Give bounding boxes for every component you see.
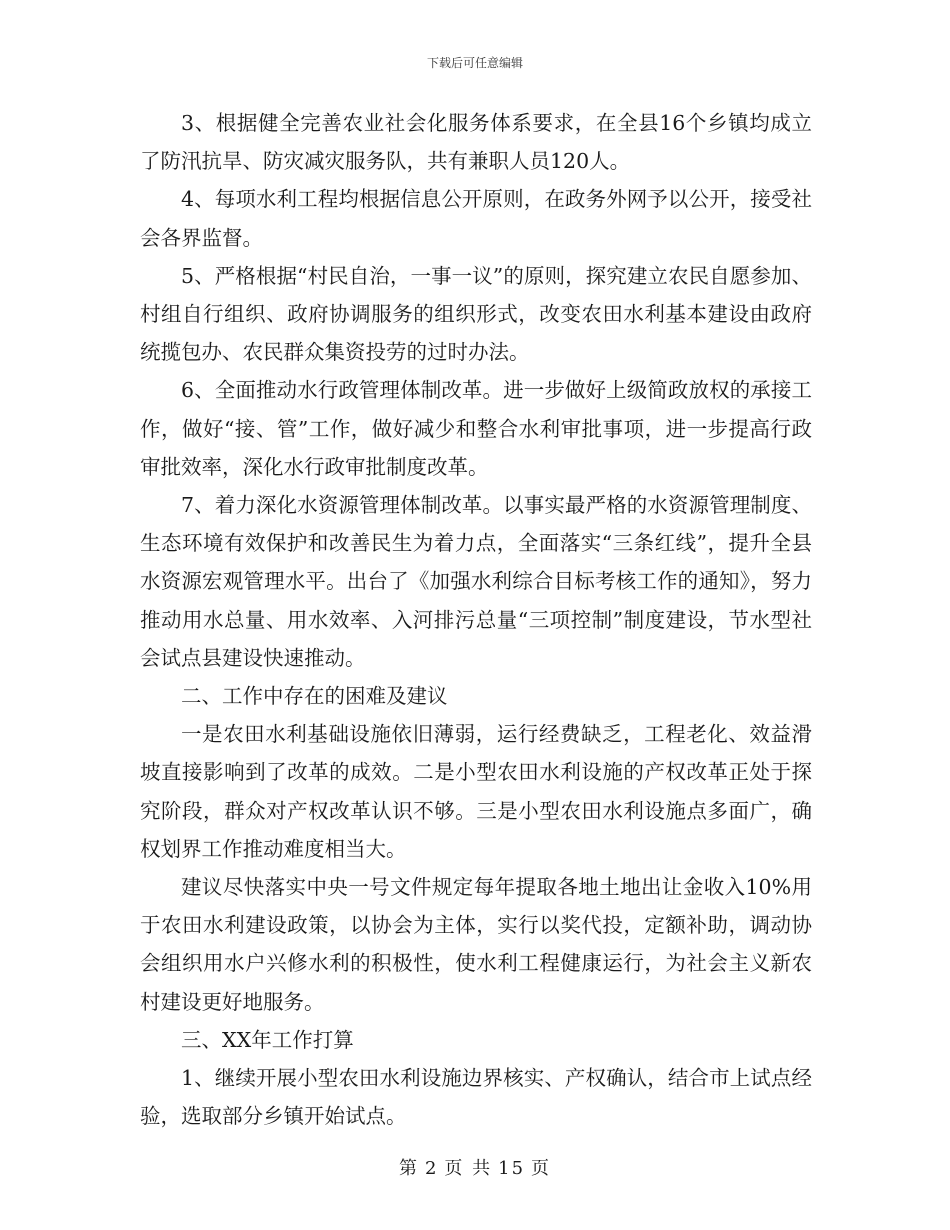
header-note: 下载后可任意编辑	[426, 56, 523, 70]
footer-prefix: 第	[398, 1158, 419, 1179]
document-body	[140, 104, 812, 1135]
paragraph-difficulties: 一是农田水利基础设施依旧薄弱，运行经费缺乏，工程老化、效益滑坡直接影响到了改革的成效。二是小型农田水利设施的产权改革正处于探究阶段，群众对产权改革认识不够。三是小型农田水利设施点多面广，确权划界工作推动难度相当大。	[140, 722, 812, 861]
footer-middle: 页 共	[444, 1158, 493, 1179]
section-heading-difficulties: 二、工作中存在的困难及建议	[181, 684, 448, 709]
paragraph-item-6: 6、全面推动水行政管理体制改革。进一步做好上级简政放权的承接工作，做好“接、管”工作，做好减少和整合水利审批事项，进一步提高行政审批效率，深化水行政审批制度改革。	[140, 378, 812, 479]
page-footer	[0, 1154, 950, 1180]
paragraph-suggestions: 建议尽快落实中央一号文件规定每年提取各地土地出让金收入10%用于农田水利建设政策，以协会为主体，实行以奖代投，定额补助，调动协会组织用水户兴修水利的积极性，使水利工程健康运行，为社会主义新农村建设更好地服务。	[140, 875, 812, 1014]
paragraph-item-4: 4、每项水利工程均根据信息公开原则，在政务外网予以公开，接受社会各界监督。	[140, 187, 812, 250]
paragraph-item-7: 7、着力深化水资源管理体制改革。以事实最严格的水资源管理制度、生态环境有效保护和改善民生为着力点，全面落实“三条红线”，提升全县水资源宏观管理水平。出台了《加强水利综合目标考核工作的通知》，努力推动用水总量、用水效率、入河排污总量“三项控制”制度建设，节水型社会试点县建设快速推动。	[140, 493, 812, 670]
footer-suffix: 页	[531, 1158, 552, 1179]
footer-page-number: 2	[424, 1158, 439, 1179]
paragraph-item-3: 3、根据健全完善农业社会化服务体系要求，在全县16个乡镇均成立了防汛抗旱、防灾减灾服务队，共有兼职人员120人。	[140, 111, 812, 174]
paragraph-plan-item-1: 1、继续开展小型农田水利设施边界核实、产权确认，结合市上试点经验，选取部分乡镇开始试点。	[140, 1066, 812, 1129]
paragraph-item-5: 5、严格根据“村民自治，一事一议”的原则，探究建立农民自愿参加、村组自行组织、政府协调服务的组织形式，改变农田水利基本建设由政府统揽包办、农民群众集资投劳的过时办法。	[140, 263, 812, 365]
section-heading-plan: 三、XX年工作打算	[181, 1027, 354, 1052]
footer-total-pages: 15	[498, 1158, 526, 1179]
